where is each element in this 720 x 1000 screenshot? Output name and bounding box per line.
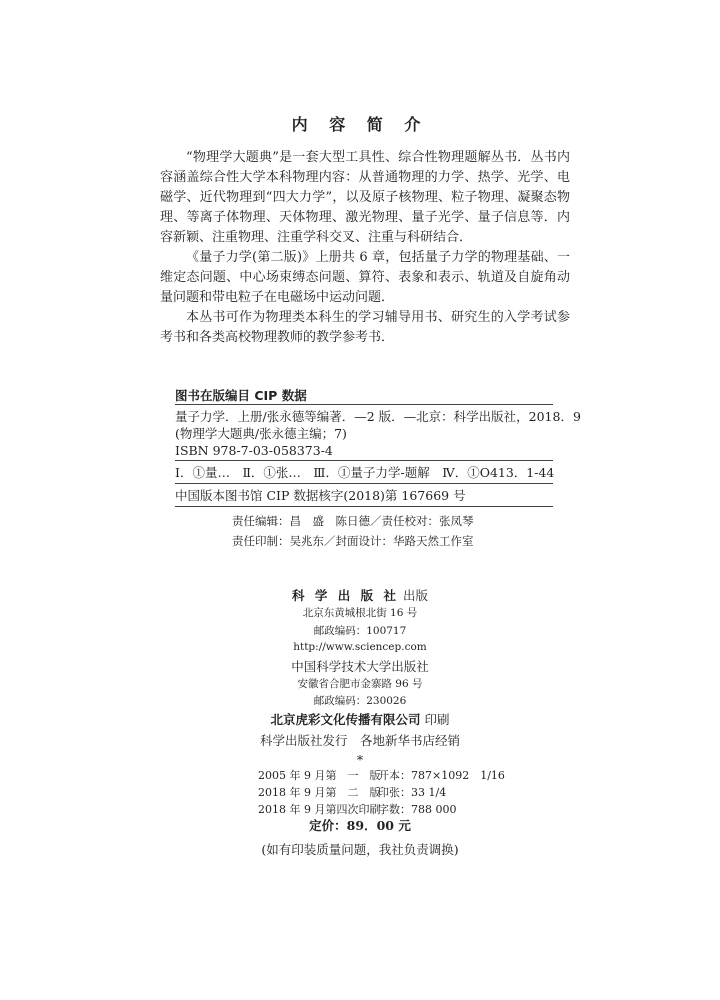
copublisher-name: 中国科学技术大学出版社 [291, 659, 429, 674]
imprint-spec: 字数：788 000 [378, 803, 457, 816]
cip-heading: 图书在版编目 CIP 数据 [175, 388, 307, 403]
cip-series-line: (物理学大题典/张永德主编；7) [175, 426, 347, 441]
separator-mark: * [356, 752, 364, 767]
intro-paragraph: “物理学大题典”是一套大型工具性、综合性物理题解丛书．丛书内容涵盖综合性大学本科物理内容：从普通物理的力学、热学、光学、电磁学、近代物理到“四大力学”，以及原子核物理、粒子物理、凝聚态物理、等离子体物理、天体物理、激光物理、量子光学、量子信息等．内容新颖、注重物理、注重学科交叉、注重与科研结合． [160, 150, 570, 245]
cip-isbn: ISBN 978-7-03-058373-4 [175, 443, 333, 458]
page-title: 内 容 简 介 [291, 115, 429, 134]
credits-editors: 责任编辑：昌 盛 陈日德／责任校对：张凤琴 [232, 514, 474, 528]
printer-suffix: 印刷 [420, 712, 450, 727]
imprint-edition: 2005 年 9 月第 一 版 [258, 769, 381, 782]
intro-paragraph: 《量子力学(第二版)》上册共 6 章，包括量子力学的物理基础、一维定态问题、中心场束缚态问题、算符、表象和表示、轨道及自旋角动量问题和带电粒子在电磁场中运动问题． [160, 250, 570, 305]
intro-text [160, 148, 570, 348]
intro-paragraph: 本丛书可作为物理类本科生的学习辅导用书、研究生的入学考试参考书和各类高校物理教师的教学参考书． [160, 310, 570, 345]
price: 定价：89．00 元 [309, 818, 411, 833]
copublisher-address: 安徽省合肥市金寨路 96 号 [297, 678, 423, 690]
cip-top-rule [175, 404, 553, 405]
copublisher-postcode: 邮政编码：230026 [313, 695, 407, 707]
cip-mid-rule [175, 460, 553, 461]
distribution-line: 科学出版社发行 各地新华书店经销 [259, 733, 460, 748]
publisher-line [0, 586, 720, 604]
cip-bottom-rule [175, 506, 553, 507]
publisher-address: 北京东黄城根北街 16 号 [302, 607, 418, 619]
imprint-spec: 印张：33 1/4 [378, 786, 447, 799]
imprint-edition: 2018 年 9 月第 二 版 [258, 786, 381, 799]
imprint-row [258, 767, 505, 783]
publisher-name: 科 学 出 版 社 [292, 588, 399, 603]
cip-classification: Ⅰ．①量… Ⅱ．①张… Ⅲ．①量子力学-题解 Ⅳ．①O413．1-44 [175, 465, 555, 480]
publisher-suffix: 出版 [398, 588, 428, 603]
imprint-edition: 2018 年 9 月第四次印刷 [258, 803, 381, 816]
printer-name: 北京虎彩文化传播有限公司 [270, 712, 421, 727]
cip-verify-number: 中国版本图书馆 CIP 数据核字(2018)第 167669 号 [175, 488, 466, 503]
imprint-spec: 开本：787×1092 1/16 [378, 769, 505, 782]
cip-book-line: 量子力学．上册/张永德等编著．—2 版．—北京：科学出版社，2018．9 [175, 409, 581, 424]
cip-mid-rule [175, 483, 553, 484]
publisher-website: http://www.sciencep.com [293, 641, 427, 653]
imprint-row [258, 801, 457, 817]
quality-notice: (如有印装质量问题，我社负责调换) [261, 842, 459, 857]
printer-line [0, 710, 720, 728]
credits-production: 责任印制：吴兆东／封面设计：华路天然工作室 [232, 534, 474, 548]
imprint-row [258, 784, 446, 800]
publisher-postcode: 邮政编码：100717 [313, 625, 407, 637]
